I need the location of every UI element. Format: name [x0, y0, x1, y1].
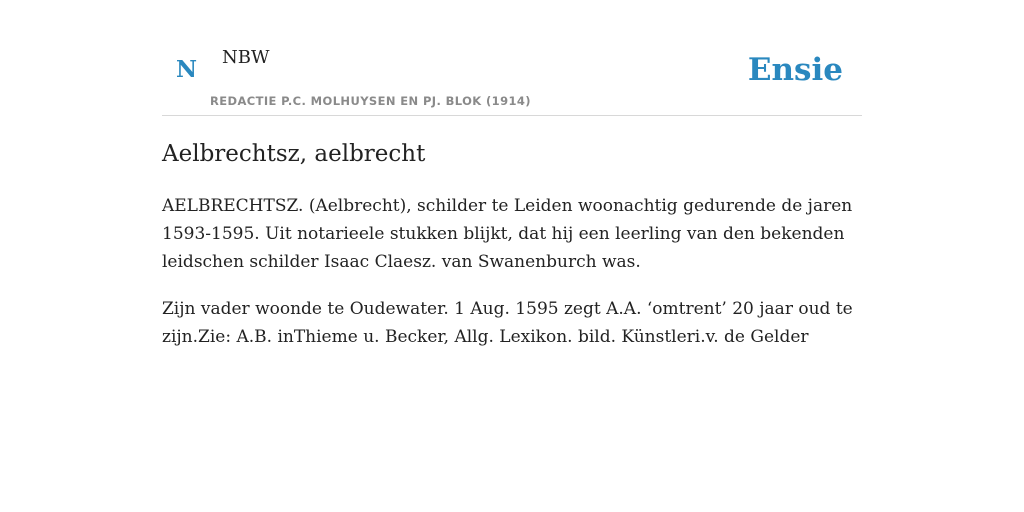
- source-subtitle: REDACTIE P.C. MOLHUYSEN EN PJ. BLOK (1914): [210, 94, 531, 108]
- source-logo[interactable]: N: [176, 56, 198, 83]
- source-title: NBW: [222, 47, 270, 68]
- article-paragraph: Zijn vader woonde te Oudewater. 1 Aug. 1595 zegt A.A. ‘omtrent’ 20 jaar oud te zijn.Zie: A.B. inThieme u. Becker, Allg. Lexikon. bild. Künstleri.v. de Gelder: [162, 299, 853, 347]
- article-paragraph: AELBRECHTSZ. (Aelbrecht), schilder te Leiden woonachtig gedurende de jaren 1593-1595. Uit notarieele stukken blijkt, dat hij een leerling van den bekenden leidschen schilder Isaac Claesz. van Swanenburch was.: [162, 196, 853, 272]
- page-container: [162, 0, 862, 347]
- brand-logo-link[interactable]: Ensie: [747, 52, 843, 88]
- entry-title: Aelbrechtsz, aelbrecht: [162, 141, 426, 167]
- source-header: [162, 0, 862, 116]
